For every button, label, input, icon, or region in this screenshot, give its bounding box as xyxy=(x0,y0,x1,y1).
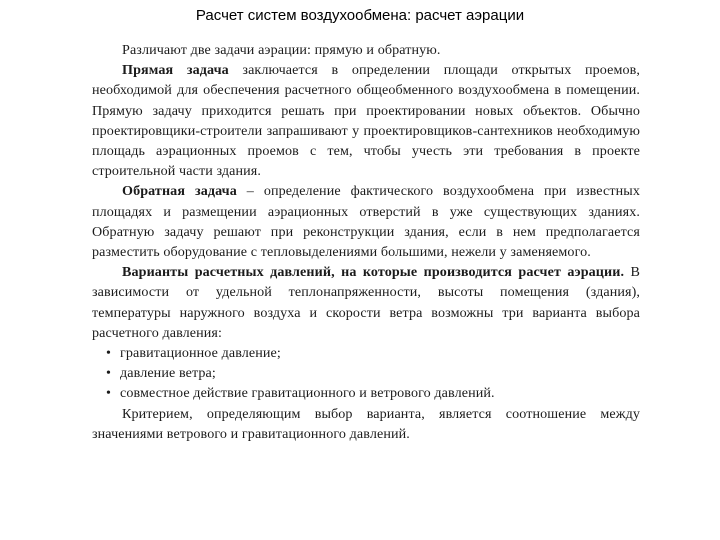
bullet-dot: • xyxy=(106,365,112,382)
bullet-dot: • xyxy=(106,385,112,402)
bullet-dot: • xyxy=(106,345,112,362)
scanned-page xyxy=(92,40,640,502)
bullet-item xyxy=(106,343,640,363)
bullet-text: гравитационное давление; xyxy=(120,345,281,362)
bullet-text: совместное действие гравитационного и ветрового давлений. xyxy=(120,385,495,402)
pressure-variants-text: В зависимости от удельной теплонапряженности, высоты помещения (здания), температуры наружного воздуха и скорости ветра возможны три варианта выбора расчетного давления: xyxy=(92,264,640,341)
bullet-item xyxy=(106,363,640,383)
term-inverse-task: Обратная задача xyxy=(122,183,237,200)
slide-title: Расчет систем воздухообмена: расчет аэрации xyxy=(195,7,525,24)
term-direct-task: Прямая задача xyxy=(122,62,229,79)
direct-task-text: заключается в определении площади открытых проемов, необходимой для обеспечения расчетного общеобменного воздухообмена в помещении. Прямую задачу приходится решать при проектировании новых объектов. Обычно проектировщики-строители запрашивают у проектировщиков-сантехников необходимую площадь аэрационных проемов с тем, чтобы учесть эти требования в проекте строительной части здания. xyxy=(92,62,640,180)
paragraph-criterion: Критерием, определяющим выбор варианта, является соотношение между значениями ветрового и гравитационного давлений. xyxy=(92,405,640,442)
paragraph-pressure-variants xyxy=(92,262,640,343)
paragraph-intro: Различают две задачи аэрации: прямую и обратную. xyxy=(122,42,441,58)
term-pressure-variants: Варианты расчетных давлений, на которые производится расчет аэрации. xyxy=(122,264,625,281)
bullet-item xyxy=(106,383,640,403)
bullet-text: давление ветра; xyxy=(120,365,216,382)
bullet-list xyxy=(92,343,640,404)
paragraph-direct-task xyxy=(92,60,640,181)
inverse-task-text: – определение фактического воздухообмена при известных площадях и размещении аэрационных отверстий в уже существующих зданиях. Обратную задачу решают при реконструкции здания, если в нем предполагается разместить оборудование с тепловыделениями большими, нежели у заменяемого. xyxy=(92,183,640,261)
paragraph-inverse-task xyxy=(92,181,640,262)
